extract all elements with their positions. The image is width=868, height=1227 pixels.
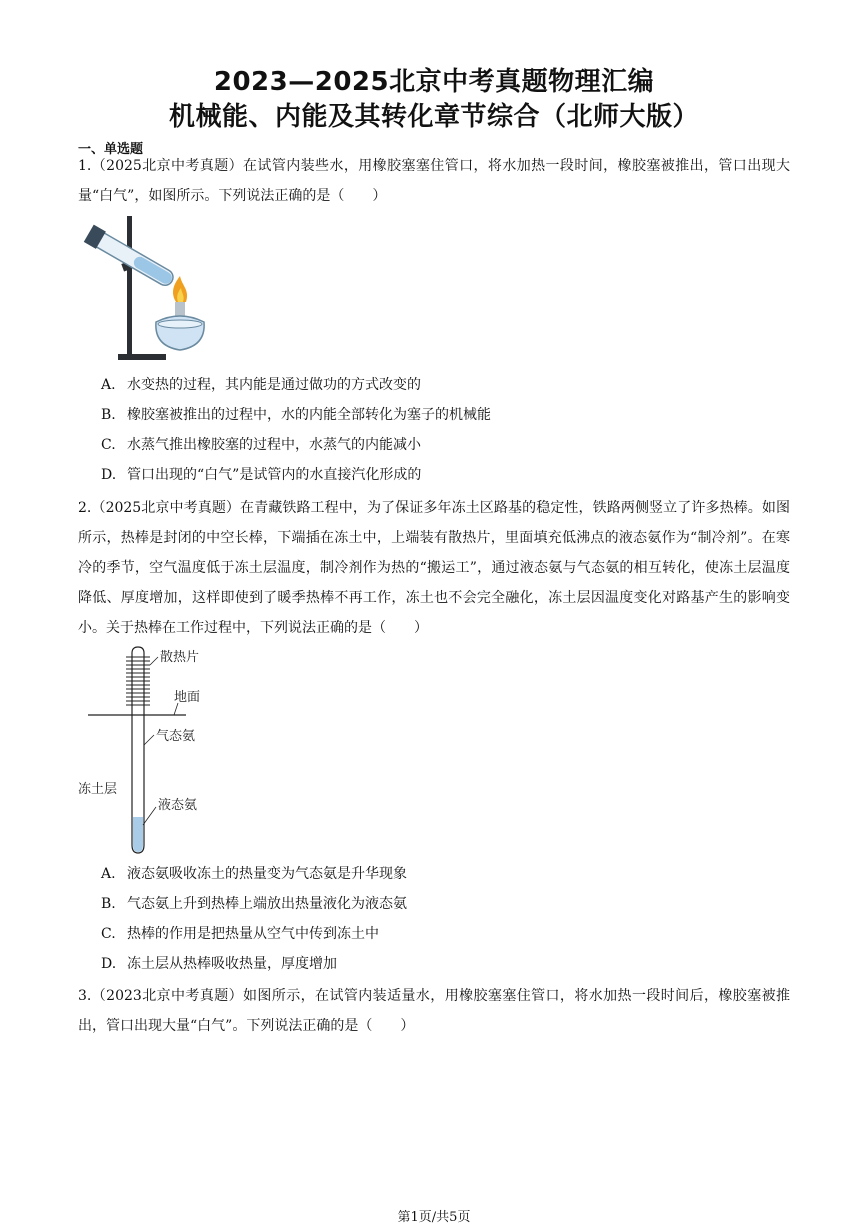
question-1-option-b [101,405,491,425]
liquid-ammonia-label: 液态氨 [158,798,198,813]
option-text: 热棒的作用是把热量从空气中传到冻土中 [127,926,379,942]
option-letter: B. [101,407,116,423]
option-letter: D. [101,467,117,483]
fins-label: 散热片 [160,650,200,665]
question-2-option-a [101,864,407,884]
question-1-option-c [101,435,421,455]
section-heading: 一、单选题 [78,142,144,157]
ground-label: 地面 [174,690,201,705]
question-2-option-c [101,924,379,944]
frozen-soil-label: 冻土层 [78,782,118,797]
question-1-stem: 1.（2025北京中考真题）在试管内装些水，用橡胶塞塞住管口，将水加热一段时间，橡胶塞被推出，管口出现大量“白气”，如图所示。下列说法正确的是（ ） [78,158,790,204]
option-text: 液态氨吸收冻土的热量变为气态氨是升华现象 [127,866,407,882]
option-text: 气态氨上升到热棒上端放出热量液化为液态氨 [127,896,407,912]
option-letter: A. [101,866,116,882]
gas-ammonia-label: 气态氨 [156,729,196,744]
option-letter: D. [101,956,117,972]
option-text: 管口出现的“白气”是试管内的水直接汽化形成的 [127,467,422,483]
option-text: 橡胶塞被推出的过程中，水的内能全部转化为塞子的机械能 [127,407,491,423]
question-1-option-d [101,465,421,485]
question-2-option-b [101,894,407,914]
option-text: 冻土层从热棒吸收热量，厚度增加 [127,956,337,972]
question-1-option-a [101,375,421,395]
question-3-stem: 3.（2023北京中考真题）如图所示，在试管内装适量水，用橡胶塞塞住管口，将水加热一段时间后，橡胶塞被推出，管口出现大量“白气”。下列说法正确的是（ ） [78,988,790,1034]
option-text: 水变热的过程，其内能是通过做功的方式改变的 [127,377,421,393]
option-text: 水蒸气推出橡胶塞的过程中，水蒸气的内能减小 [127,437,421,453]
option-letter: A. [101,377,116,393]
question-2-stem: 2.（2025北京中考真题）在青藏铁路工程中，为了保证多年冻土区路基的稳定性，铁路两侧竖立了许多热棒。如图所示，热棒是封闭的中空长棒，下端插在冻土中，上端装有散热片，里面填充低沸点的液态氨作为“制冷剂”。在寒冷的季节，空气温度低于冻土层温度，制冷剂作为热的“搬运工”，通过液态氨与气态氨的相互转化，使冻土层温度降低、厚度增加，这样即使到了暖季热棒不再工作，冻土也不会完全融化，冻土层因温度变化对路基产生的影响变小。关于热棒在工作过程中，下列说法正确的是（ ） [78,500,790,636]
option-letter: C. [101,437,116,453]
test-tube-heating-figure [78,214,208,366]
heat-pipe-figure [78,645,228,860]
option-letter: B. [101,896,116,912]
question-2-option-d [101,954,337,974]
page-number: 第1页/共5页 [397,1210,471,1225]
option-letter: C. [101,926,116,942]
page-subtitle: 机械能、内能及其转化章节综合（北师大版） [168,102,699,132]
page-title: 2023—2025北京中考真题物理汇编 [213,67,655,97]
